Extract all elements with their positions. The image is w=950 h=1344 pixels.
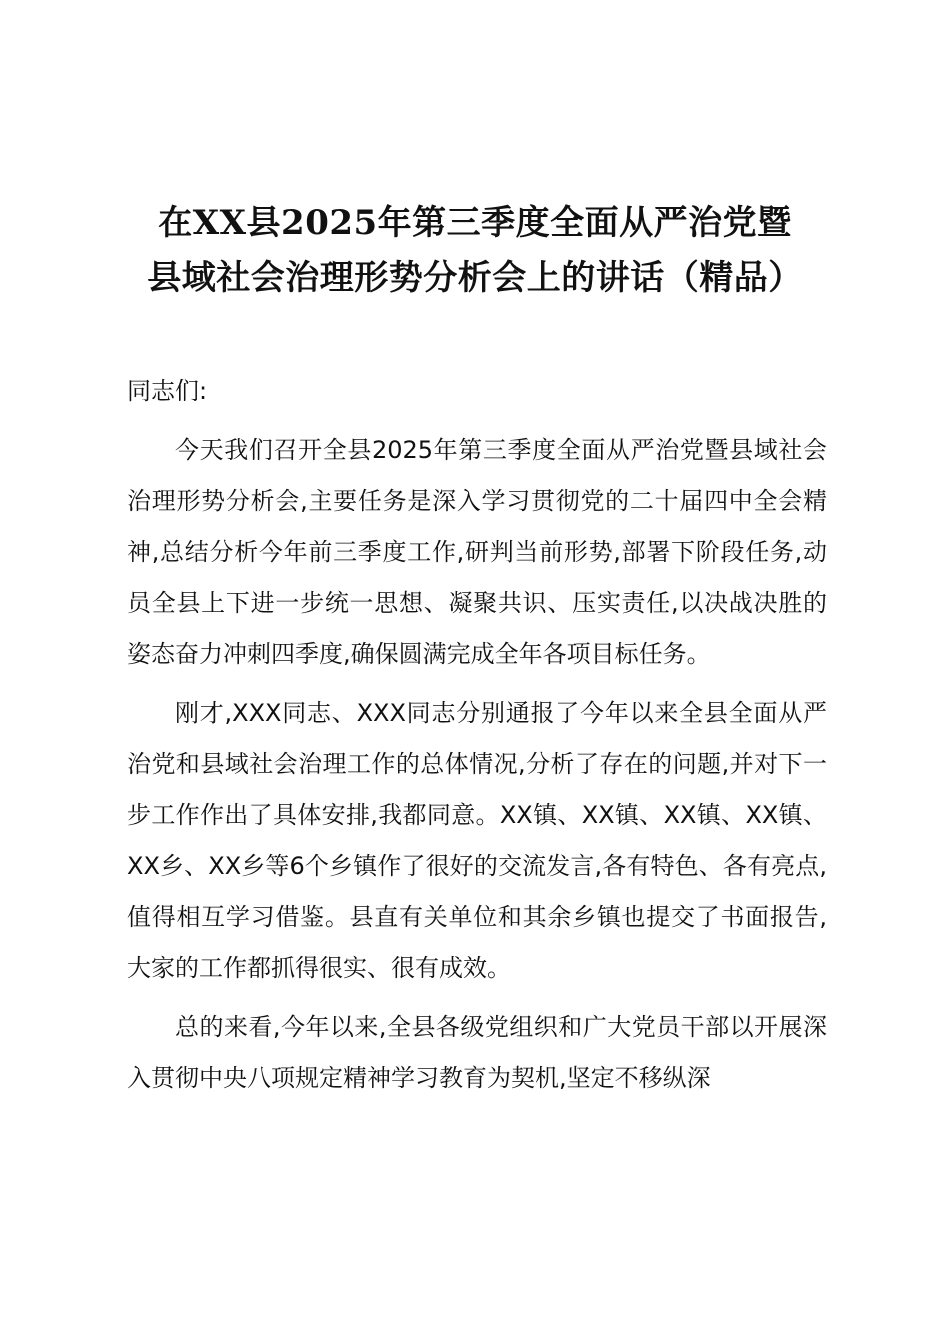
salutation: 同志们: [127,377,208,405]
title-line-2: 县域社会治理形势分析会上的讲话（精品） [147,258,803,298]
document-body [127,366,827,1112]
document-title [118,196,832,306]
paragraph-1: 今天我们召开全县2025年第三季度全面从严治党暨县域社会治理形势分析会,主要任务是深入学习贯彻党的二十届四中全会精神,总结分析今年前三季度工作,研判当前形势,部署下阶段任务,动员全县上下进一步统一思想、凝聚共识、压实责任,以决战决胜的姿态奋力冲刺四季度,确保圆满完成全年各项目标任务。 [127,436,827,668]
title-line-1: 在XX县2025年第三季度全面从严治党暨 [158,203,792,243]
paragraph-2: 刚才,XXX同志、XXX同志分别通报了今年以来全县全面从严治党和县域社会治理工作的总体情况,分析了存在的问题,并对下一步工作作出了具体安排,我都同意。XX镇、XX镇、XX镇、XX镇、XX乡、XX乡等6个乡镇作了很好的交流发言,各有特色、各有亮点,值得相互学习借鉴。县直有关单位和其余乡镇也提交了书面报告,大家的工作都抓得很实、很有成效。 [127,699,827,982]
paragraph-3: 总的来看,今年以来,全县各级党组织和广大党员干部以开展深入贯彻中央八项规定精神学习教育为契机,坚定不移纵深 [127,1013,827,1092]
